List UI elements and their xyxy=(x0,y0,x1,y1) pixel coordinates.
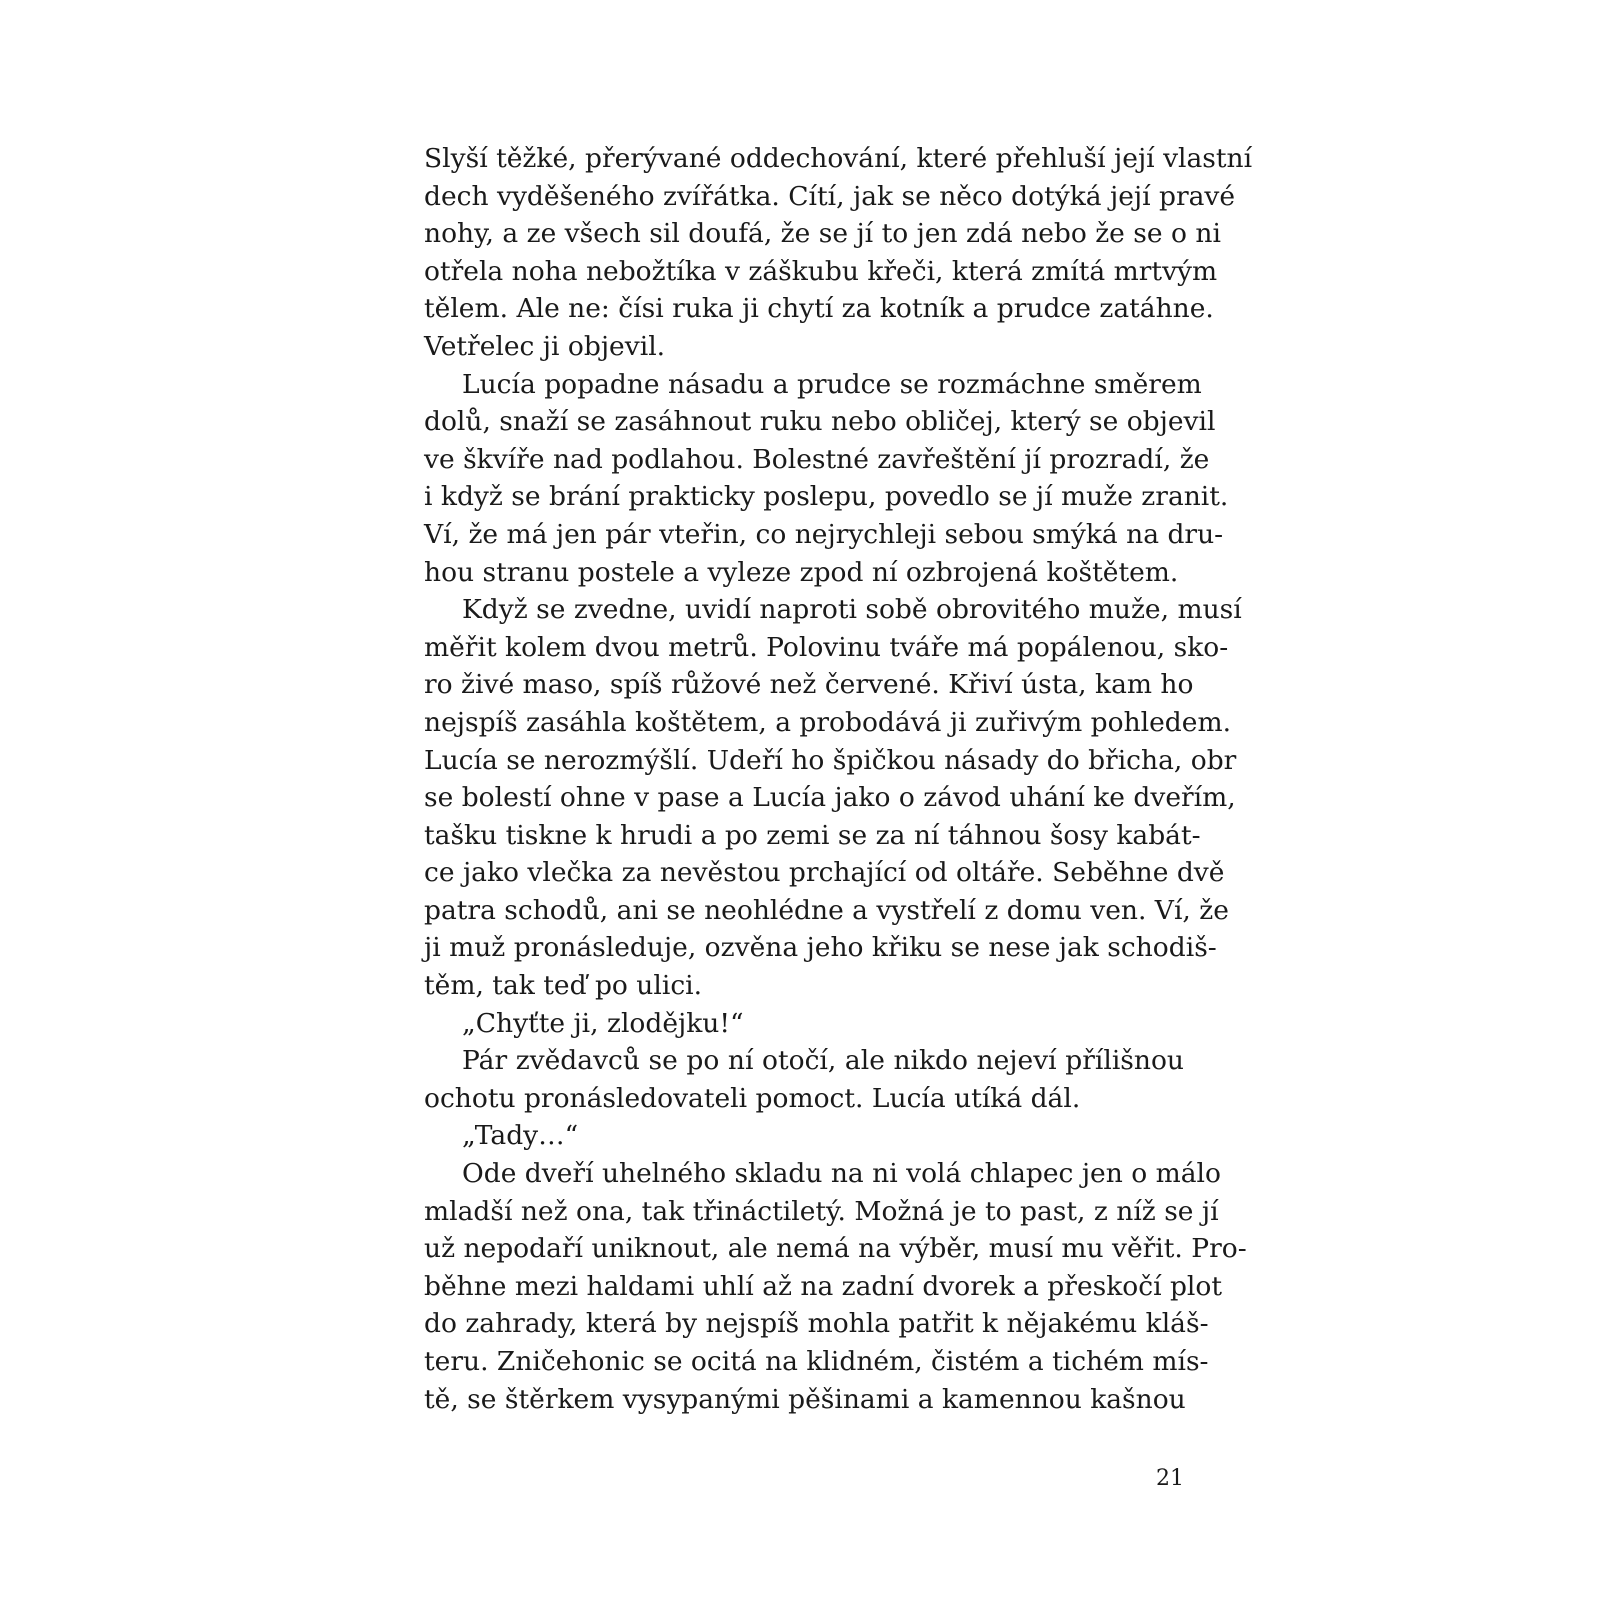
text-line: Slyší těžké, přerývané oddechování, které přehluší její vlastní xyxy=(424,143,1253,174)
paragraph xyxy=(424,1155,1247,1418)
text-line: se bolestí ohne v pase a Lucía jako o závod uhání ke dveřím, xyxy=(424,782,1236,814)
text-line: dolů, snaží se zasáhnout ruku nebo obličej, který se objevil xyxy=(424,406,1216,438)
text-line: Když se zvedne, uvidí naproti sobě obrovitého muže, musí xyxy=(462,594,1242,626)
text-line: běhne mezi haldami uhlí až na zadní dvorek a přeskočí plot xyxy=(424,1270,1223,1302)
text-line: ji muž pronásleduje, ozvěna jeho křiku se nese jak schodiš- xyxy=(424,932,1217,964)
text-line: Lucía se nerozmýšlí. Udeří ho špičkou násady do břicha, obr xyxy=(424,744,1237,776)
text-line: hou stranu postele a vyleze zpod ní ozbrojená koštětem. xyxy=(424,556,1179,588)
text-line: ce jako vlečka za nevěstou prchající od oltáře. Seběhne dvě xyxy=(424,857,1225,889)
text-line: do zahrady, která by nejspíš mohla patřit k nějakému kláš- xyxy=(424,1308,1209,1340)
text-line: otřela noha nebožtíka v záškubu křeči, která zmítá mrtvým xyxy=(424,255,1218,287)
text-line: nejspíš zasáhla koštětem, a probodává ji zuřivým pohledem. xyxy=(424,706,1232,738)
text-line: tělem. Ale ne: čísi ruka ji chytí za kotník a prudce zatáhne. xyxy=(424,293,1214,325)
text-line: měřit kolem dvou metrů. Polovinu tváře má popálenou, sko- xyxy=(424,631,1229,663)
paragraph xyxy=(424,1117,1184,1155)
text-line: těm, tak teď po ulici. xyxy=(424,970,703,1002)
text-line: mladší než ona, tak třináctiletý. Možná je to past, z níž se jí xyxy=(424,1195,1219,1227)
paragraph xyxy=(424,1005,1184,1043)
paragraph xyxy=(424,366,1229,592)
text-line: patra schodů, ani se neohlédne a vystřelí z domu ven. Ví, že xyxy=(424,894,1229,926)
text-line: nohy, a ze všech sil doufá, že se jí to jen zdá nebo že se o ni xyxy=(424,218,1221,250)
text-line: Pár zvědavců se po ní otočí, ale nikdo nejeví přílišnou xyxy=(462,1045,1184,1077)
text-line: tašku tiskne k hrudi a po zemi se za ní táhnou šosy kabát- xyxy=(424,819,1201,851)
text-line: teru. Zničehonic se ocitá na klidném, čistém a tichém mís- xyxy=(424,1346,1209,1377)
text-line: i když se brání prakticky poslepu, povedlo se jí muže zranit. xyxy=(424,481,1229,513)
text-line: Lucía popadne násadu a prudce se rozmáchne směrem xyxy=(462,368,1202,400)
text-line: Ví, že má jen pár vteřin, co nejrychleji sebou smýká na dru- xyxy=(424,518,1224,550)
text-line: dech vyděšeného zvířátka. Cítí, jak se něco dotýká její pravé xyxy=(424,180,1236,212)
text-line: „Tady…“ xyxy=(462,1120,579,1152)
paragraph xyxy=(424,591,1242,1005)
text-line: ochotu pronásledovateli pomoct. Lucía utíká dál. xyxy=(424,1082,1081,1114)
text-line: Vetřelec ji objevil. xyxy=(424,330,666,362)
text-line: „Chyťte ji, zlodějku!“ xyxy=(462,1007,744,1039)
paragraph xyxy=(424,140,1253,366)
text-line: ve škvíře nad podlahou. Bolestné zavřeštění jí prozradí, že xyxy=(424,443,1210,475)
text-line: Ode dveří uhelného skladu na ni volá chlapec jen o málo xyxy=(462,1158,1221,1190)
page-number: 21 xyxy=(1156,1466,1184,1491)
text-line: ro živé maso, spíš růžové než červené. Křiví ústa, kam ho xyxy=(424,669,1194,701)
paragraph xyxy=(424,1042,1184,1117)
text-line: už nepodaří uniknout, ale nemá na výběr, musí mu věřit. Pro- xyxy=(424,1233,1247,1265)
body-text xyxy=(424,140,1253,1418)
text-line: tě, se štěrkem vysypanými pěšinami a kamennou kašnou xyxy=(424,1383,1186,1415)
